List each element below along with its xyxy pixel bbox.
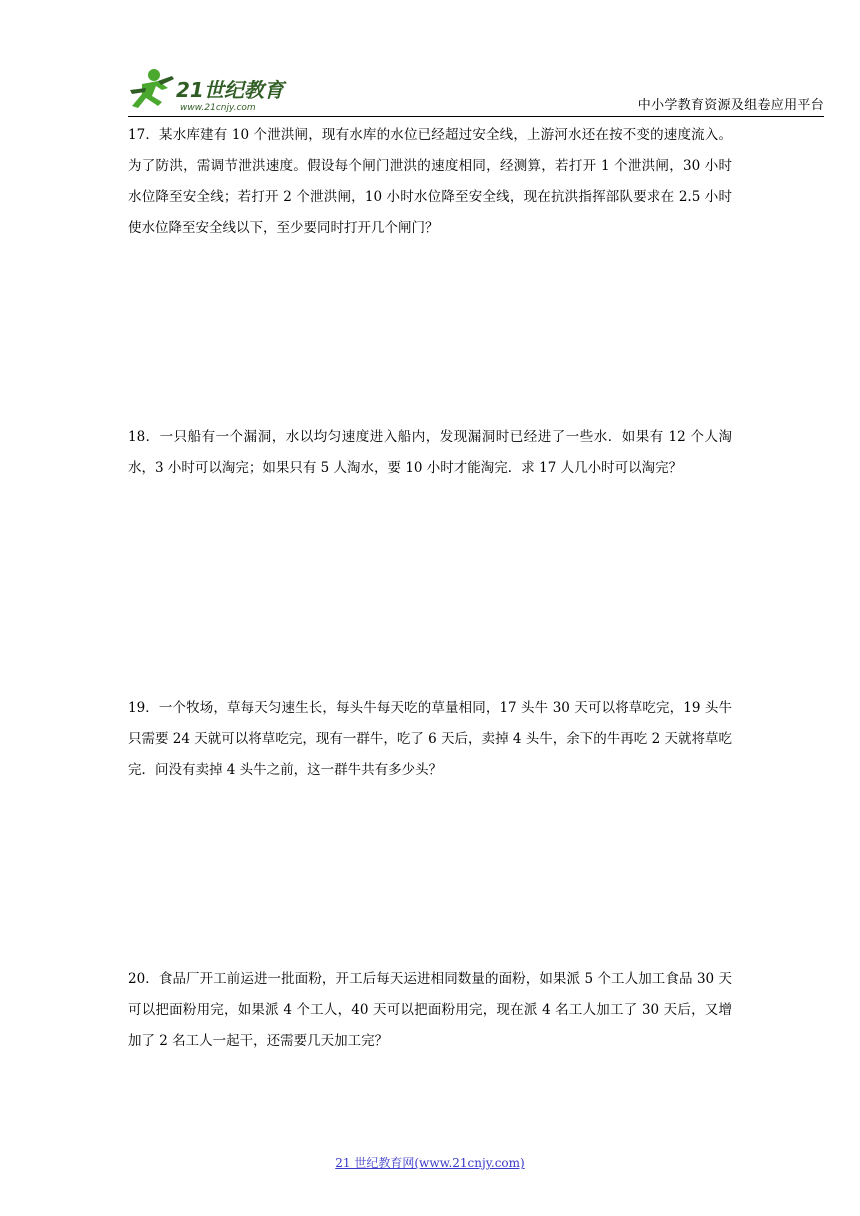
page-footer bbox=[0, 1154, 860, 1171]
platform-name: 中小学教育资源及组卷应用平台 bbox=[637, 98, 824, 113]
runner-icon bbox=[130, 69, 174, 108]
header-divider bbox=[128, 116, 824, 117]
question-17: 17．某水库建有 10 个泄洪闸，现有水库的水位已经超过安全线，上游河水还在按不变的速度流入。为了防洪，需调节泄洪速度。假设每个闸门泄洪的速度相同，经测算，若打开 1 个泄洪闸，30 小时水位降至安全线；若打开 2 个泄洪闸，10 小时水位降至安全线，现在抗洪指挥部队要求在 2.5 小时使水位降至安全线以下，至少要同时打开几个闸门？ bbox=[128, 127, 732, 236]
question-18: 18．一只船有一个漏洞，水以均匀速度进入船内，发现漏洞时已经进了一些水．如果有 12 个人淘水，3 小时可以淘完；如果只有 5 人淘水，要 10 小时才能淘完．求 17 人几小时可以淘完？ bbox=[128, 429, 732, 476]
question-20: 20．食品厂开工前运进一批面粉，开工后每天运进相同数量的面粉，如果派 5 个工人加工食品 30 天可以把面粉用完，如果派 4 个工人，40 天可以把面粉用完，现在派 4 名工人加工了 30 天后，又增加了 2 名工人一起干，还需要几天加工完？ bbox=[128, 971, 732, 1049]
svg-text:21世纪教育: 21世纪教育 bbox=[176, 78, 284, 102]
question-19: 19．一个牧场，草每天匀速生长，每头牛每天吃的草量相同，17 头牛 30 天可以将草吃完，19 头牛只需要 24 天就可以将草吃完，现有一群牛，吃了 6 天后，卖掉 4 头牛，余下的牛再吃 2 天就将草吃完．问没有卖掉 4 头牛之前，这一群牛共有多少头？ bbox=[128, 700, 732, 778]
page-header bbox=[128, 66, 824, 118]
logo-21cnjy bbox=[128, 66, 308, 114]
footer-link[interactable]: 21 世纪教育网(www.21cnjy.com) bbox=[335, 1156, 525, 1170]
svg-text:www.21cnjy.com: www.21cnjy.com bbox=[180, 103, 256, 113]
